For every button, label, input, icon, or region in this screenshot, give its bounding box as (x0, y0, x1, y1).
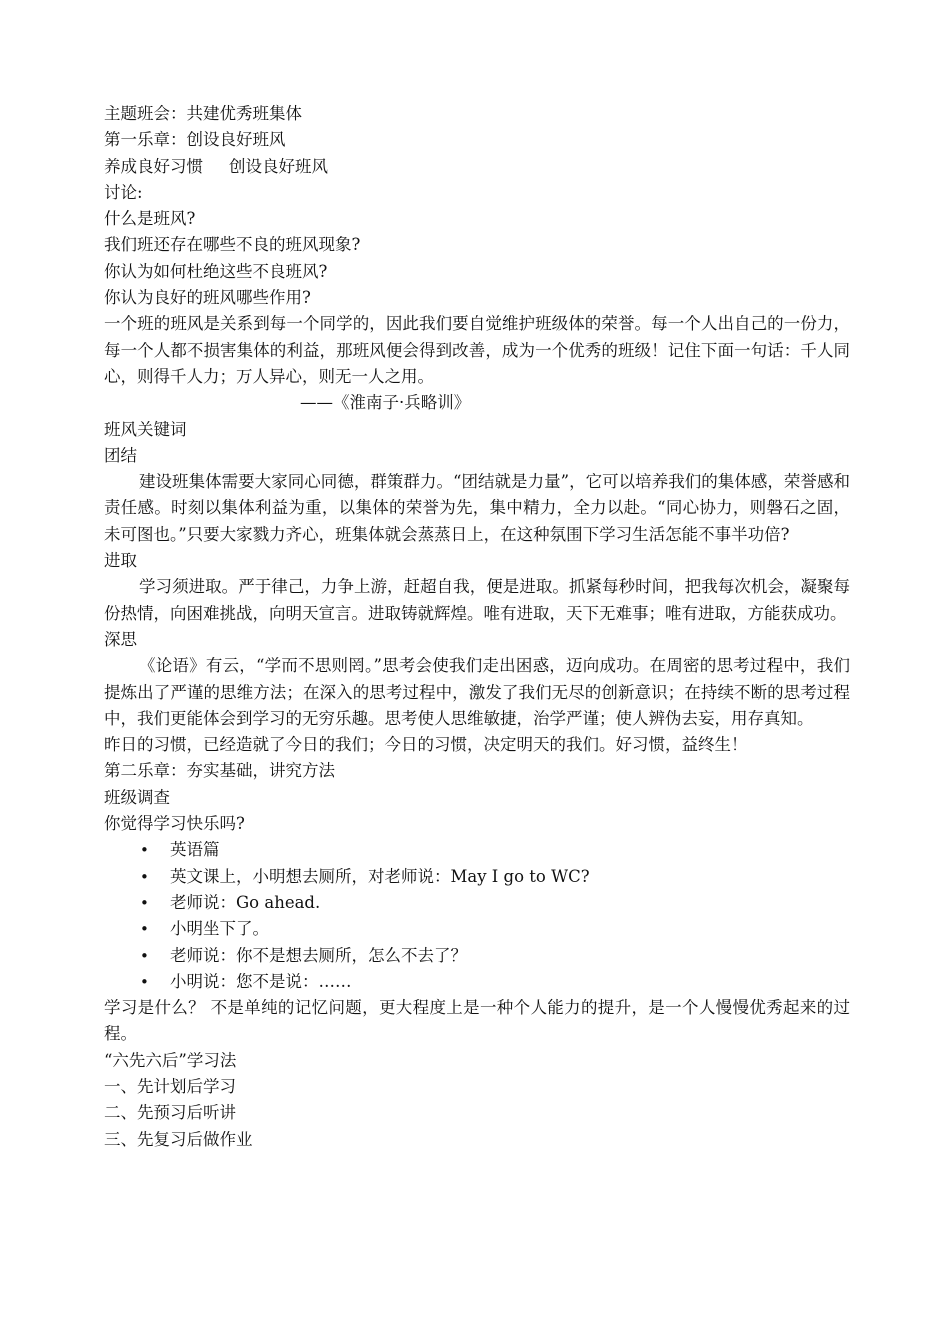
method-item: 三、先复习后做作业 (104, 1129, 253, 1149)
keywords-heading: 班风关键词 (104, 419, 187, 439)
keyword-term: 进取 (104, 551, 137, 571)
subtitle-habits: 养成良好习惯 (104, 156, 203, 176)
keyword-paragraph: 《论语》有云，“学而不思则罔。”思考会使我们走出困惑，迈向成功。在周密的思考过程中，我们提炼出了严谨的思维方法；在深入的思考过程中，激发了我们无尽的创新意识；在持续不断的思考过程中，我们更能体会到学习的无穷乐趣。思考使人思维敏捷，治学严谨；使人辨伪去妄，用存真知。 (104, 656, 850, 728)
discussion-label: 讨论: (104, 182, 143, 202)
list-item: • 老师说：你不是想去厕所，怎么不去了？ (104, 943, 850, 969)
joke-list (104, 837, 850, 995)
discussion-question: 你认为良好的班风哪些作用? (104, 288, 311, 308)
method-item: 一、先计划后学习 (104, 1076, 236, 1096)
keyword-paragraph: 建设班集体需要大家同心同德，群策群力。“团结就是力量”，它可以培养我们的集体感，荣誉感和责任感。时刻以集体利益为重，以集体的荣誉为先，集中精力，全力以赴。“同心协力，则磐石之固，未可图也。”只要大家戮力齐心，班集体就会蒸蒸日上，在这种氛围下学习生活怎能不事半功倍? (104, 472, 850, 544)
list-item: • 老师说：Go ahead. (104, 890, 850, 916)
keyword-paragraph: 学习须进取。严于律己，力争上游，赶超自我，便是进取。抓紧每秒时间，把我每次机会，凝聚每份热情，向困难挑战，向明天宣言。进取铸就辉煌。唯有进取，天下无难事；唯有进取，方能获成功。 (104, 577, 850, 623)
list-item: • 小明坐下了。 (104, 916, 850, 942)
chapter1-subtitle (104, 154, 850, 180)
list-item: • 英文课上，小明想去厕所，对老师说：May I go to WC? (104, 864, 850, 890)
survey-label: 班级调查 (104, 787, 170, 807)
discussion-question: 你认为如何杜绝这些不良班风? (104, 261, 328, 281)
list-item: • 小明说：您不是说：…… (104, 969, 850, 995)
document-body (104, 101, 850, 1153)
discussion-question: 我们班还存在哪些不良的班风现象? (104, 235, 361, 255)
chapter1-heading: 第一乐章：创设良好班风 (104, 130, 286, 150)
chapter2-heading: 第二乐章：夯实基础，讲究方法 (104, 761, 335, 781)
subtitle-class-style: 创设良好班风 (229, 156, 328, 176)
discussion-question: 什么是班风? (104, 209, 196, 229)
list-item: • 英语篇 (104, 837, 850, 863)
method-title: “六先六后”学习法 (104, 1050, 237, 1070)
habit-line: 昨日的习惯，已经造就了今日的我们；今日的习惯，决定明天的我们。好习惯，益终生！ (104, 735, 748, 755)
document-title: 主题班会：共建优秀班集体 (104, 104, 302, 123)
learning-definition: 学习是什么？ 不是单纯的记忆问题，更大程度上是一种个人能力的提升，是一个人慢慢优秀起来的过程。 (104, 998, 850, 1044)
survey-question: 你觉得学习快乐吗? (104, 814, 245, 834)
method-item: 二、先预习后听讲 (104, 1103, 236, 1123)
quote-source: ——《淮南子·兵略训》 (300, 393, 471, 413)
intro-paragraph: 一个班的班风是关系到每一个同学的，因此我们要自觉维护班级体的荣誉。每一个人出自己的一份力，每一个人都不损害集体的利益，那班风便会得到改善，成为一个优秀的班级！记住下面一句话：千人同心，则得千人力；万人异心，则无一人之用。 (104, 314, 850, 386)
keyword-term: 深思 (104, 629, 137, 649)
keyword-term: 团结 (104, 445, 137, 465)
